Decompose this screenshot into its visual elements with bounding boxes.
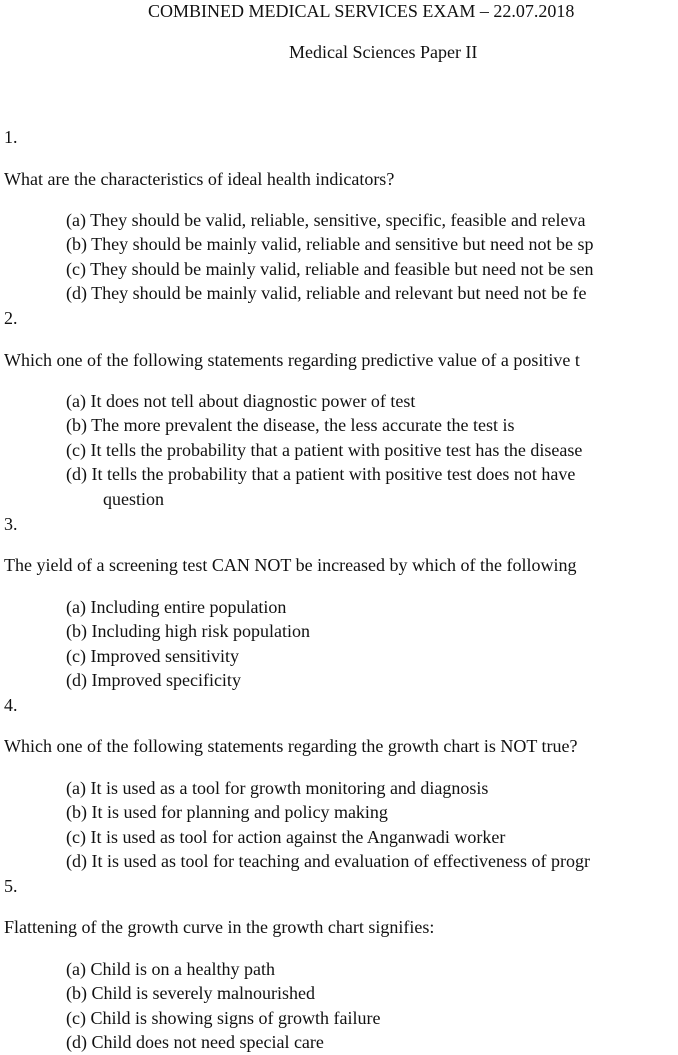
page-title: COMBINED MEDICAL SERVICES EXAM – 22.07.2018 <box>148 1 575 21</box>
question-text: Which one of the following statements regarding the growth chart is NOT true? <box>4 736 578 756</box>
option: (c) Improved sensitivity <box>66 646 239 666</box>
option: (a) It is used as a tool for growth monitoring and diagnosis <box>66 778 489 798</box>
option: (c) They should be mainly valid, reliable and feasible but need not be sen <box>66 259 594 279</box>
option: (a) Including entire population <box>66 597 287 617</box>
question-number: 5. <box>4 876 18 896</box>
option: (a) Child is on a healthy path <box>66 959 275 979</box>
option: (d) Improved specificity <box>66 670 241 690</box>
option: (b) The more prevalent the disease, the less accurate the test is <box>66 415 515 435</box>
question-number: 1. <box>4 127 18 147</box>
option-continuation: question <box>103 489 164 509</box>
question-text: What are the characteristics of ideal health indicators? <box>4 169 395 189</box>
question-number: 3. <box>4 514 18 534</box>
option: (d) It tells the probability that a patient with positive test does not have <box>66 464 576 484</box>
option: (d) It is used as tool for teaching and evaluation of effectiveness of progr <box>66 851 590 871</box>
option: (c) Child is showing signs of growth failure <box>66 1008 381 1028</box>
question-text: Flattening of the growth curve in the growth chart signifies: <box>4 917 435 937</box>
option: (b) It is used for planning and policy making <box>66 802 388 822</box>
option: (c) It tells the probability that a patient with positive test has the disease <box>66 440 583 460</box>
option: (b) Including high risk population <box>66 621 310 641</box>
option: (b) They should be mainly valid, reliable and sensitive but need not be sp <box>66 234 594 254</box>
option: (d) Child does not need special care <box>66 1032 324 1052</box>
question-number: 4. <box>4 695 18 715</box>
question-text: Which one of the following statements regarding predictive value of a positive t <box>4 350 580 370</box>
option: (c) It is used as tool for action against the Anganwadi worker <box>66 827 506 847</box>
page-subtitle: Medical Sciences Paper II <box>289 42 478 62</box>
question-text: The yield of a screening test CAN NOT be increased by which of the following <box>4 555 577 575</box>
option: (a) It does not tell about diagnostic power of test <box>66 391 416 411</box>
option: (a) They should be valid, reliable, sensitive, specific, feasible and releva <box>66 210 586 230</box>
option: (b) Child is severely malnourished <box>66 983 315 1003</box>
option: (d) They should be mainly valid, reliable and relevant but need not be fe <box>66 283 587 303</box>
question-number: 2. <box>4 308 18 328</box>
